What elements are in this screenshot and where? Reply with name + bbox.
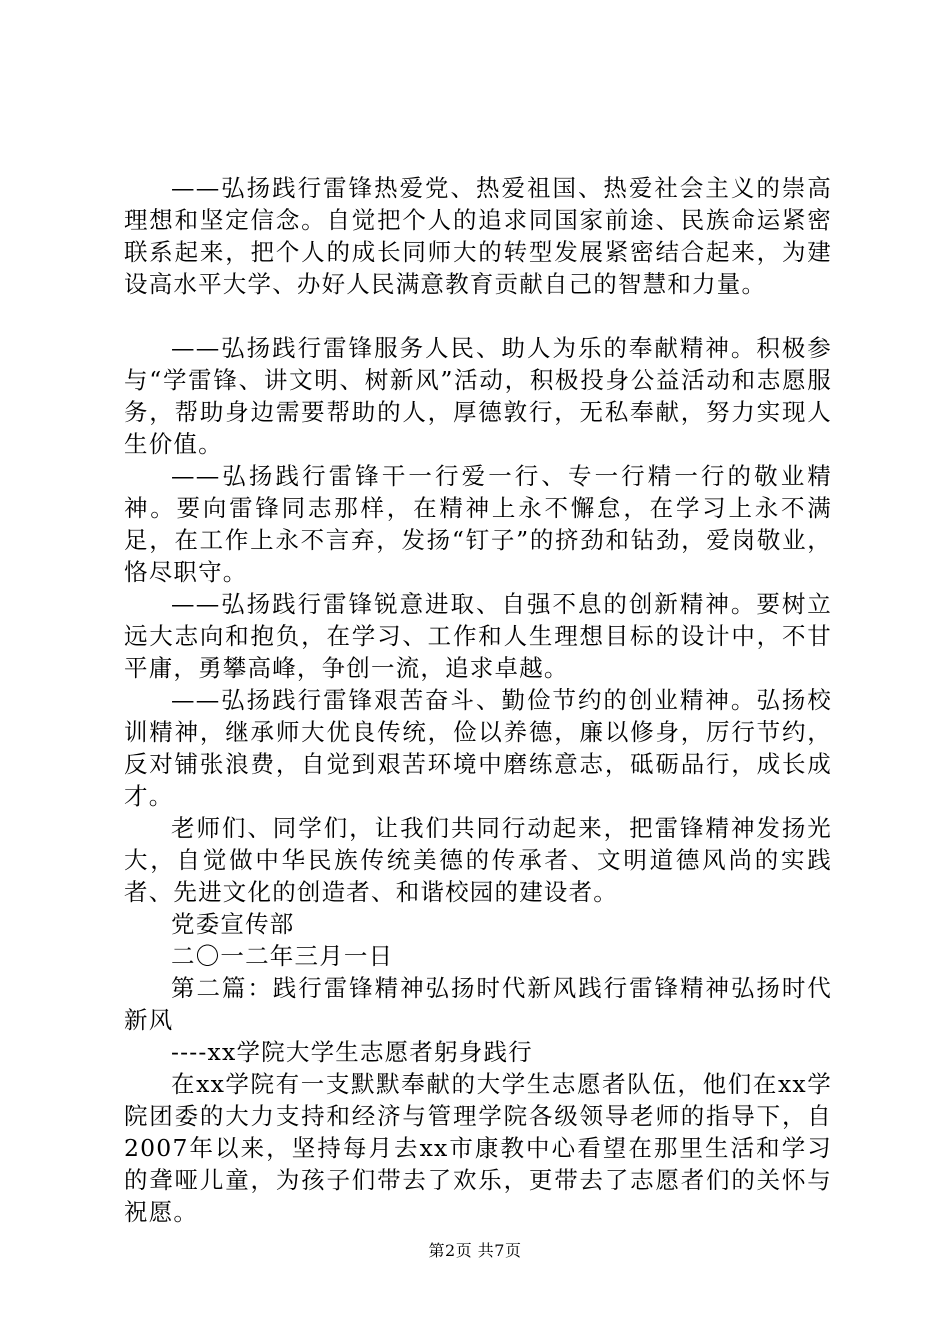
paragraph-dedication: ——弘扬践行雷锋干一行爱一行、专一行精一行的敬业精神。要向雷锋同志那样，在精神上永不懈怠，在学习上永不满足，在工作上永不言弃，发扬“钉子”的挤劲和钻劲，爱岗敬业，恪尽职守。 (124, 462, 832, 586)
paragraph-service: ——弘扬践行雷锋服务人民、助人为乐的奉献精神。积极参与“学雷锋、讲文明、树新风”活动，积极投身公益活动和志愿服务，帮助身边需要帮助的人，厚德敦行，无私奉献，努力实现人生价值。 (124, 334, 832, 458)
paragraph-entrepreneurship: ——弘扬践行雷锋艰苦奋斗、勤俭节约的创业精神。弘扬校训精神，继承师大优良传统，俭以养德，廉以修身，厉行节约，反对铺张浪费，自觉到艰苦环境中磨练意志，砥砺品行，成长成才。 (124, 686, 832, 810)
paragraph-innovation: ——弘扬践行雷锋锐意进取、自强不息的创新精神。要树立远大志向和抱负，在学习、工作和人生理想目标的设计中，不甘平庸，勇攀高峰，争创一流，追求卓越。 (124, 590, 832, 682)
section-paragraph: 在xx学院有一支默默奉献的大学生志愿者队伍，他们在xx学院团委的大力支持和经济与管理学院各级领导老师的指导下，自2007年以来，坚持每月去xx市康教中心看望在那里生活和学习的聋哑儿童，为孩子们带去了欢乐，更带去了志愿者们的关怀与祝愿。 (124, 1070, 832, 1226)
section-title: 第二篇：践行雷锋精神弘扬时代新风践行雷锋精神弘扬时代新风 (124, 974, 832, 1034)
page-number-footer: 第2页 共7页 (428, 1241, 522, 1260)
section-subtitle: ----xx学院大学生志愿者躬身践行 (171, 1038, 533, 1066)
paragraph-ideals: ——弘扬践行雷锋热爱党、热爱祖国、热爱社会主义的崇高理想和坚定信念。自觉把个人的追求同国家前途、民族命运紧密联系起来，把个人的成长同师大的转型发展紧密结合起来，为建设高水平大学、办好人民满意教育贡献自己的智慧和力量。 (124, 174, 832, 298)
paragraph-call-to-action: 老师们、同学们，让我们共同行动起来，把雷锋精神发扬光大，自觉做中华民族传统美德的传承者、文明道德风尚的实践者、先进文化的创造者、和谐校园的建设者。 (124, 814, 832, 906)
document-body (124, 172, 832, 1228)
signature-date: 二〇一二年三月一日 (171, 942, 394, 970)
signature-department: 党委宣传部 (171, 910, 295, 938)
